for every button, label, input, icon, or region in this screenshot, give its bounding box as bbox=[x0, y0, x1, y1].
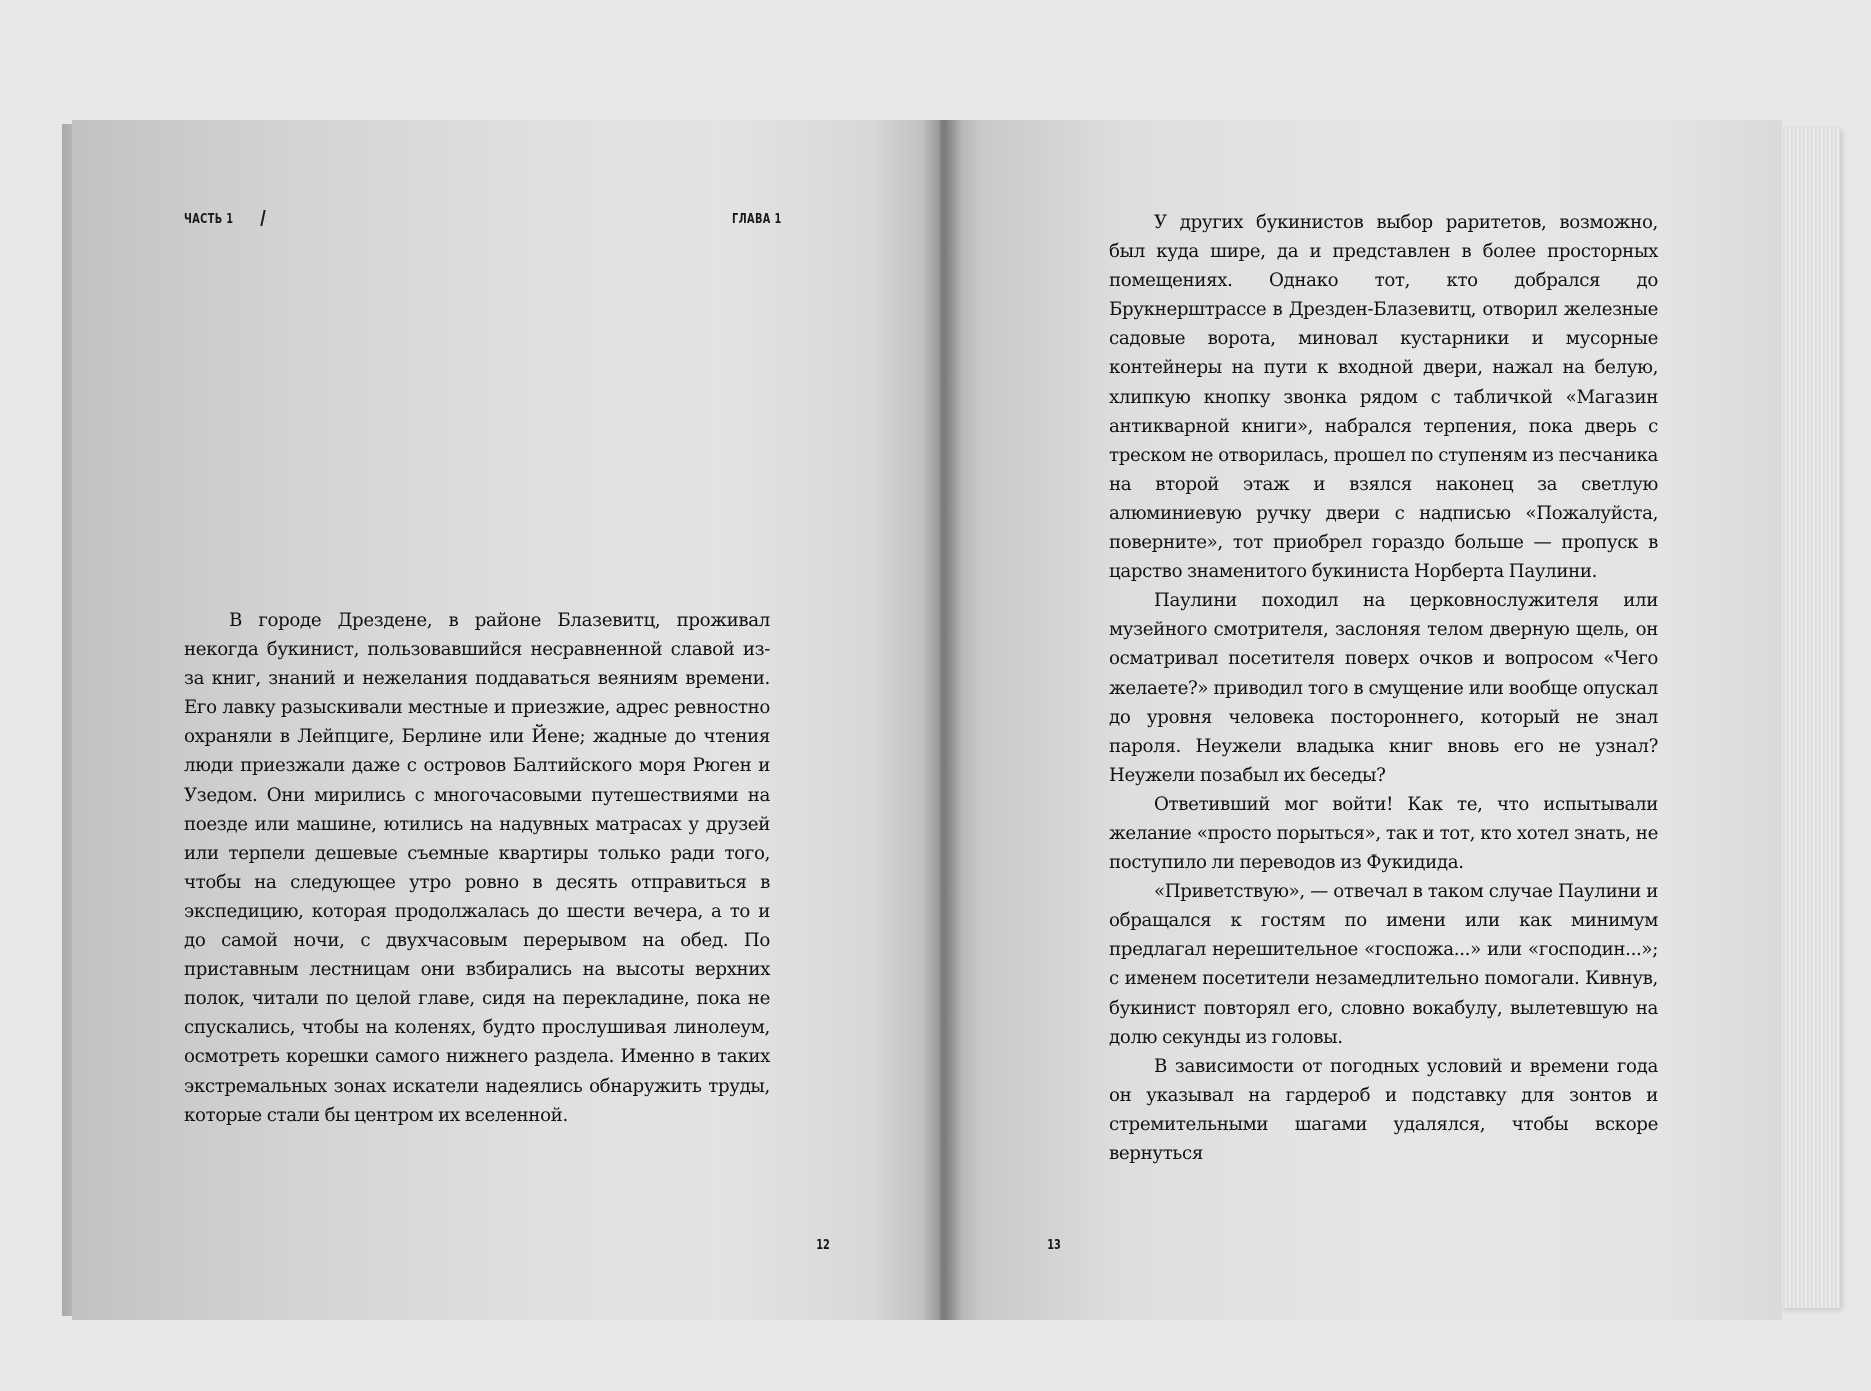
paragraph: Паулини походил на церковнослужителя или музейного смотрителя, заслоняя телом дверную щель, он осматривал посетителя поверх очков и вопросом «Чего желаете?» приводил того в смущение или вообще опускал до уровня человека постороннего, который не знал пароля. Неужели владыка книг вновь его не узнал? Неужели позабыл их беседы? bbox=[1109, 590, 1658, 786]
page-number-left: 12 bbox=[816, 1238, 830, 1253]
running-head-part: ЧАСТЬ 1 bbox=[184, 212, 234, 227]
running-head-divider bbox=[260, 210, 265, 226]
left-page bbox=[72, 120, 940, 1320]
page-stack-right bbox=[1780, 128, 1840, 1308]
right-body-text bbox=[1109, 208, 1658, 1168]
paragraph: В зависимости от погодных условий и времени года он указывал на гардероб и подставку для зонтов и стремительными шагами удалялся, чтобы вскоре вернуться bbox=[1109, 1055, 1658, 1164]
paragraph: «Приветствую», — отвечал в таком случае Паулини и обращался к гостям по имени или как минимум предлагал нерешительное «госпожа...» или «господин...»; с именем посетители незамедлительно помогали. Кивнув, букинист повторял его, словно вокабулу, вылетевшую на долю секунды из головы. bbox=[1109, 881, 1658, 1048]
paragraph: Ответивший мог войти! Как те, что испытывали желание «просто порыться», так и тот, кто хотел знать, не поступило ли переводов из Фукидида. bbox=[1109, 793, 1658, 874]
left-body-text bbox=[184, 606, 770, 1130]
page-number-right: 13 bbox=[1047, 1238, 1061, 1253]
open-book bbox=[62, 120, 1840, 1320]
gutter-shadow bbox=[922, 120, 962, 1320]
running-head-chapter: ГЛАВА 1 bbox=[732, 212, 782, 227]
paragraph: У других букинистов выбор раритетов, возможно, был куда шире, да и представлен в более просторных помещениях. Однако тот, кто добрался до Брукнерштрассе в Дрезден-Блазевитц, отворил железные садовые ворота, миновал кустарники и мусорные контейнеры на пути к входной двери, нажал на белую, хлипкую кнопку звонка рядом с табличкой «Магазин антикварной книги», набрался терпения, пока дверь с треском не отворилась, прошел по ступеням из песчаника на второй этаж и взялся наконец за светлую алюминиевую ручку двери с надписью «Пожалуйста, поверните», тот приобрел гораздо больше — пропуск в царство знаменитого букиниста Норберта Паулини. bbox=[1109, 212, 1658, 583]
paragraph: В городе Дрездене, в районе Блазевитц, проживал некогда букинист, пользовавшийся несравненной славой из-за книг, знаний и нежелания поддаваться веяниям времени. Его лавку разыскивали местные и приезжие, адрес ревностно охраняли в Лейпциге, Берлине или Йене; жадные до чтения люди приезжали даже с островов Балтийского моря Рюген и Узедом. Они мирились с многочасовыми путешествиями на поезде или машине, ютились на надувных матрасах у друзей или терпели дешевые съемные квартиры только ради того, чтобы на следующее утро ровно в десять отправиться в экспедицию, которая продолжалась до шести вечера, а то и до самой ночи, с двухчасовым перерывом на обед. По приставным лестницам они взбирались на высоты верхних полок, читали по целой главе, сидя на перекладине, пока не спускались, чтобы на коленях, будто прослушивая линолеум, осмотреть корешки самого нижнего раздела. Именно в таких экстремальных зонах искатели надеялись обнаружить труды, которые стали бы центром их вселенной. bbox=[184, 610, 770, 1126]
